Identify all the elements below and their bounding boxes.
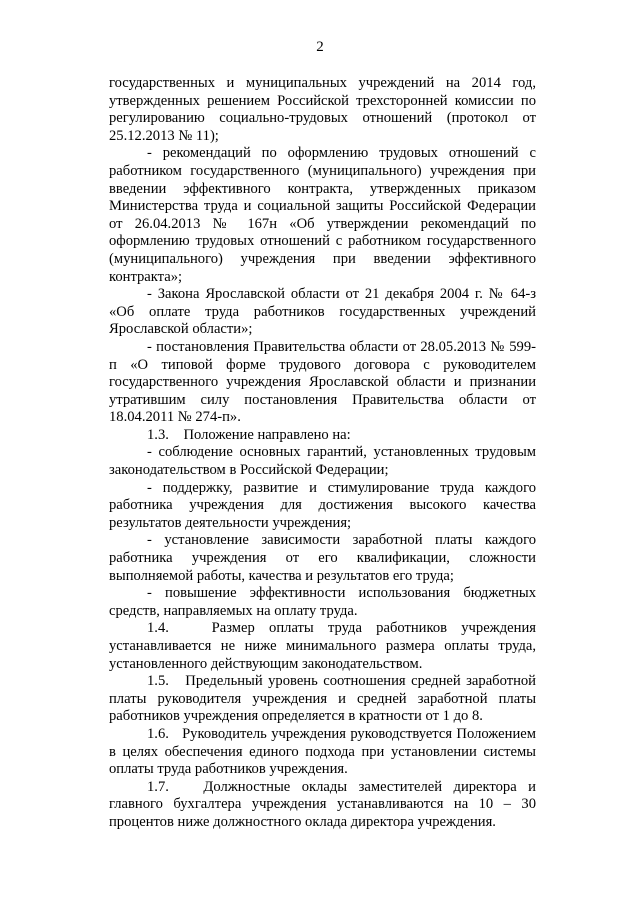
- page-number: 2: [316, 39, 324, 55]
- list-item-ustanovlenie: - установление зависимости заработной платы каждого работника учреждения от его квалификации, сложности выполняемой работы, качества и результатов его труда;: [109, 532, 536, 584]
- list-item-zakon: - Закона Ярославской области от 21 декабря 2004 г. № 64-з «Об оплате труда работников государственных учреждений Ярославской области»;: [109, 286, 536, 338]
- clause-1-3: 1.3. Положение направлено на:: [147, 426, 351, 443]
- paragraph-continuation: государственных и муниципальных учреждений на 2014 год, утвержденных решением Российской трехсторонней комиссии по регулированию социально-трудовых отношений (протокол от 25.12.2013 № 11);: [109, 75, 536, 144]
- clause-1-6: 1.6. Руководитель учреждения руководствуется Положением в целях обеспечения единого подхода при установлении системы оплаты труда работников учреждения.: [109, 725, 536, 778]
- clause-1-7: 1.7. Должностные оклады заместителей директора и главного бухгалтера учреждения устанавливаются на 10 – 30 процентов ниже должностного оклада директора учреждения.: [109, 778, 536, 830]
- document-body: [109, 75, 536, 832]
- clause-1-5: 1.5. Предельный уровень соотношения средней заработной платы руководителя учреждения и средней заработной платы работников учреждения определяется в кратности от 1 до 8.: [109, 673, 536, 725]
- list-item-podderzhka: - поддержку, развитие и стимулирование труда каждого работника учреждения для достижения высокого качества результатов деятельности учреждения;: [109, 479, 536, 531]
- clause-1-4: 1.4. Размер оплаты труда работников учреждения устанавливается не ниже минимального размера оплаты труда, установленного действующим законодательством.: [109, 620, 536, 672]
- list-item-soblyudenie: - соблюдение основных гарантий, установленных трудовым законодательством в Российской Федерации;: [109, 444, 536, 479]
- list-item-rekomendacii: - рекомендаций по оформлению трудовых отношений с работником государственного (муниципального) учреждения при введении эффективного контракта, утвержденных приказом Министерства труда и социальной защиты Российской Федерации от 26.04.2013 № 167н «Об утверждении рекомендаций по оформлению трудовых отношений с работником государственного (муниципального) учреждения при введении эффективного контракта»;: [109, 145, 536, 285]
- list-item-povyshenie: - повышение эффективности использования бюджетных средств, направляемых на оплату труда.: [109, 585, 536, 619]
- list-item-postanovlenie: - постановления Правительства области от 28.05.2013 № 599-п «О типовой форме трудового договора с руководителем государственного учреждения Ярославской области и признании утратившим силу постановления Правительства области от 18.04.2011 № 274-п».: [109, 338, 536, 426]
